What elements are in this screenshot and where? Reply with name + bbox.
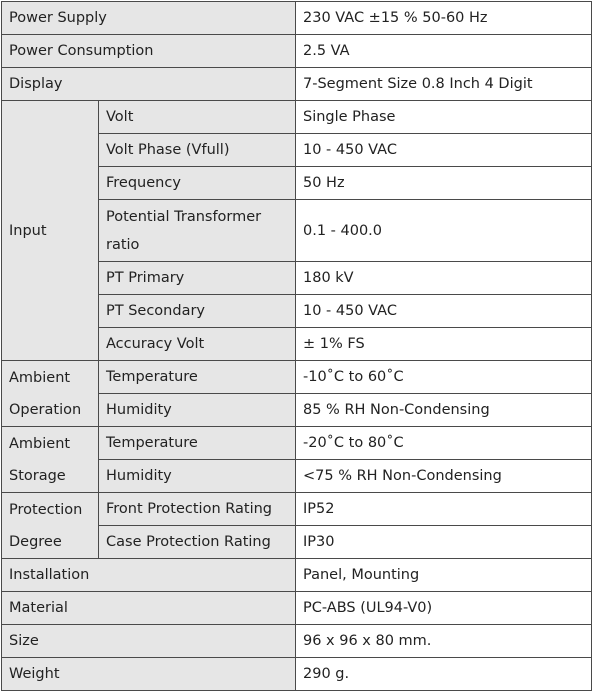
spec-row-installation (2, 559, 592, 592)
spec-sublabel: Humidity (99, 460, 296, 493)
group-label-protection-degree: Protection Degree (2, 493, 99, 559)
spec-sublabel: Potential Transformer ratio (99, 200, 296, 262)
spec-row-material (2, 592, 592, 625)
group-label-input: Input (2, 101, 99, 361)
spec-value: 10 - 450 VAC (296, 134, 592, 167)
spec-table (1, 1, 592, 691)
spec-row-weight (2, 658, 592, 691)
spec-sublabel: Temperature (99, 427, 296, 460)
spec-value: 2.5 VA (296, 35, 592, 68)
spec-row-power-supply (2, 2, 592, 35)
spec-row-input-volt (2, 101, 592, 134)
spec-sublabel: Case Protection Rating (99, 526, 296, 559)
spec-label: Size (2, 625, 296, 658)
spec-value: PC-ABS (UL94-V0) (296, 592, 592, 625)
spec-value: 290 g. (296, 658, 592, 691)
spec-value: 96 x 96 x 80 mm. (296, 625, 592, 658)
spec-value: IP30 (296, 526, 592, 559)
spec-sublabel: Frequency (99, 167, 296, 200)
spec-value: -20˚C to 80˚C (296, 427, 592, 460)
spec-value: <75 % RH Non-Condensing (296, 460, 592, 493)
spec-value: 0.1 - 400.0 (296, 200, 592, 262)
group-label-ambient-operation: Ambient Operation (2, 361, 99, 427)
spec-row-display (2, 68, 592, 101)
spec-label: Power Supply (2, 2, 296, 35)
spec-value: Single Phase (296, 101, 592, 134)
spec-label: Display (2, 68, 296, 101)
spec-value: -10˚C to 60˚C (296, 361, 592, 394)
spec-value: IP52 (296, 493, 592, 526)
spec-label: Weight (2, 658, 296, 691)
spec-sublabel: Volt Phase (Vfull) (99, 134, 296, 167)
spec-sublabel: PT Secondary (99, 295, 296, 328)
group-label-ambient-storage: Ambient Storage (2, 427, 99, 493)
spec-sublabel: Temperature (99, 361, 296, 394)
spec-label: Material (2, 592, 296, 625)
spec-row-size (2, 625, 592, 658)
spec-sublabel: Accuracy Volt (99, 328, 296, 361)
spec-value: 85 % RH Non-Condensing (296, 394, 592, 427)
spec-sublabel: PT Primary (99, 262, 296, 295)
spec-sublabel: Front Protection Rating (99, 493, 296, 526)
spec-sublabel: Volt (99, 101, 296, 134)
spec-value: 7-Segment Size 0.8 Inch 4 Digit (296, 68, 592, 101)
spec-row-protection-front (2, 493, 592, 526)
spec-label: Power Consumption (2, 35, 296, 68)
spec-value: 10 - 450 VAC (296, 295, 592, 328)
spec-row-ambient-storage-temp (2, 427, 592, 460)
spec-value: 180 kV (296, 262, 592, 295)
spec-value: 50 Hz (296, 167, 592, 200)
spec-row-power-consumption (2, 35, 592, 68)
spec-sublabel: Humidity (99, 394, 296, 427)
spec-value: ± 1% FS (296, 328, 592, 361)
spec-value: Panel, Mounting (296, 559, 592, 592)
spec-value: 230 VAC ±15 % 50-60 Hz (296, 2, 592, 35)
spec-row-ambient-operation-temp (2, 361, 592, 394)
spec-label: Installation (2, 559, 296, 592)
